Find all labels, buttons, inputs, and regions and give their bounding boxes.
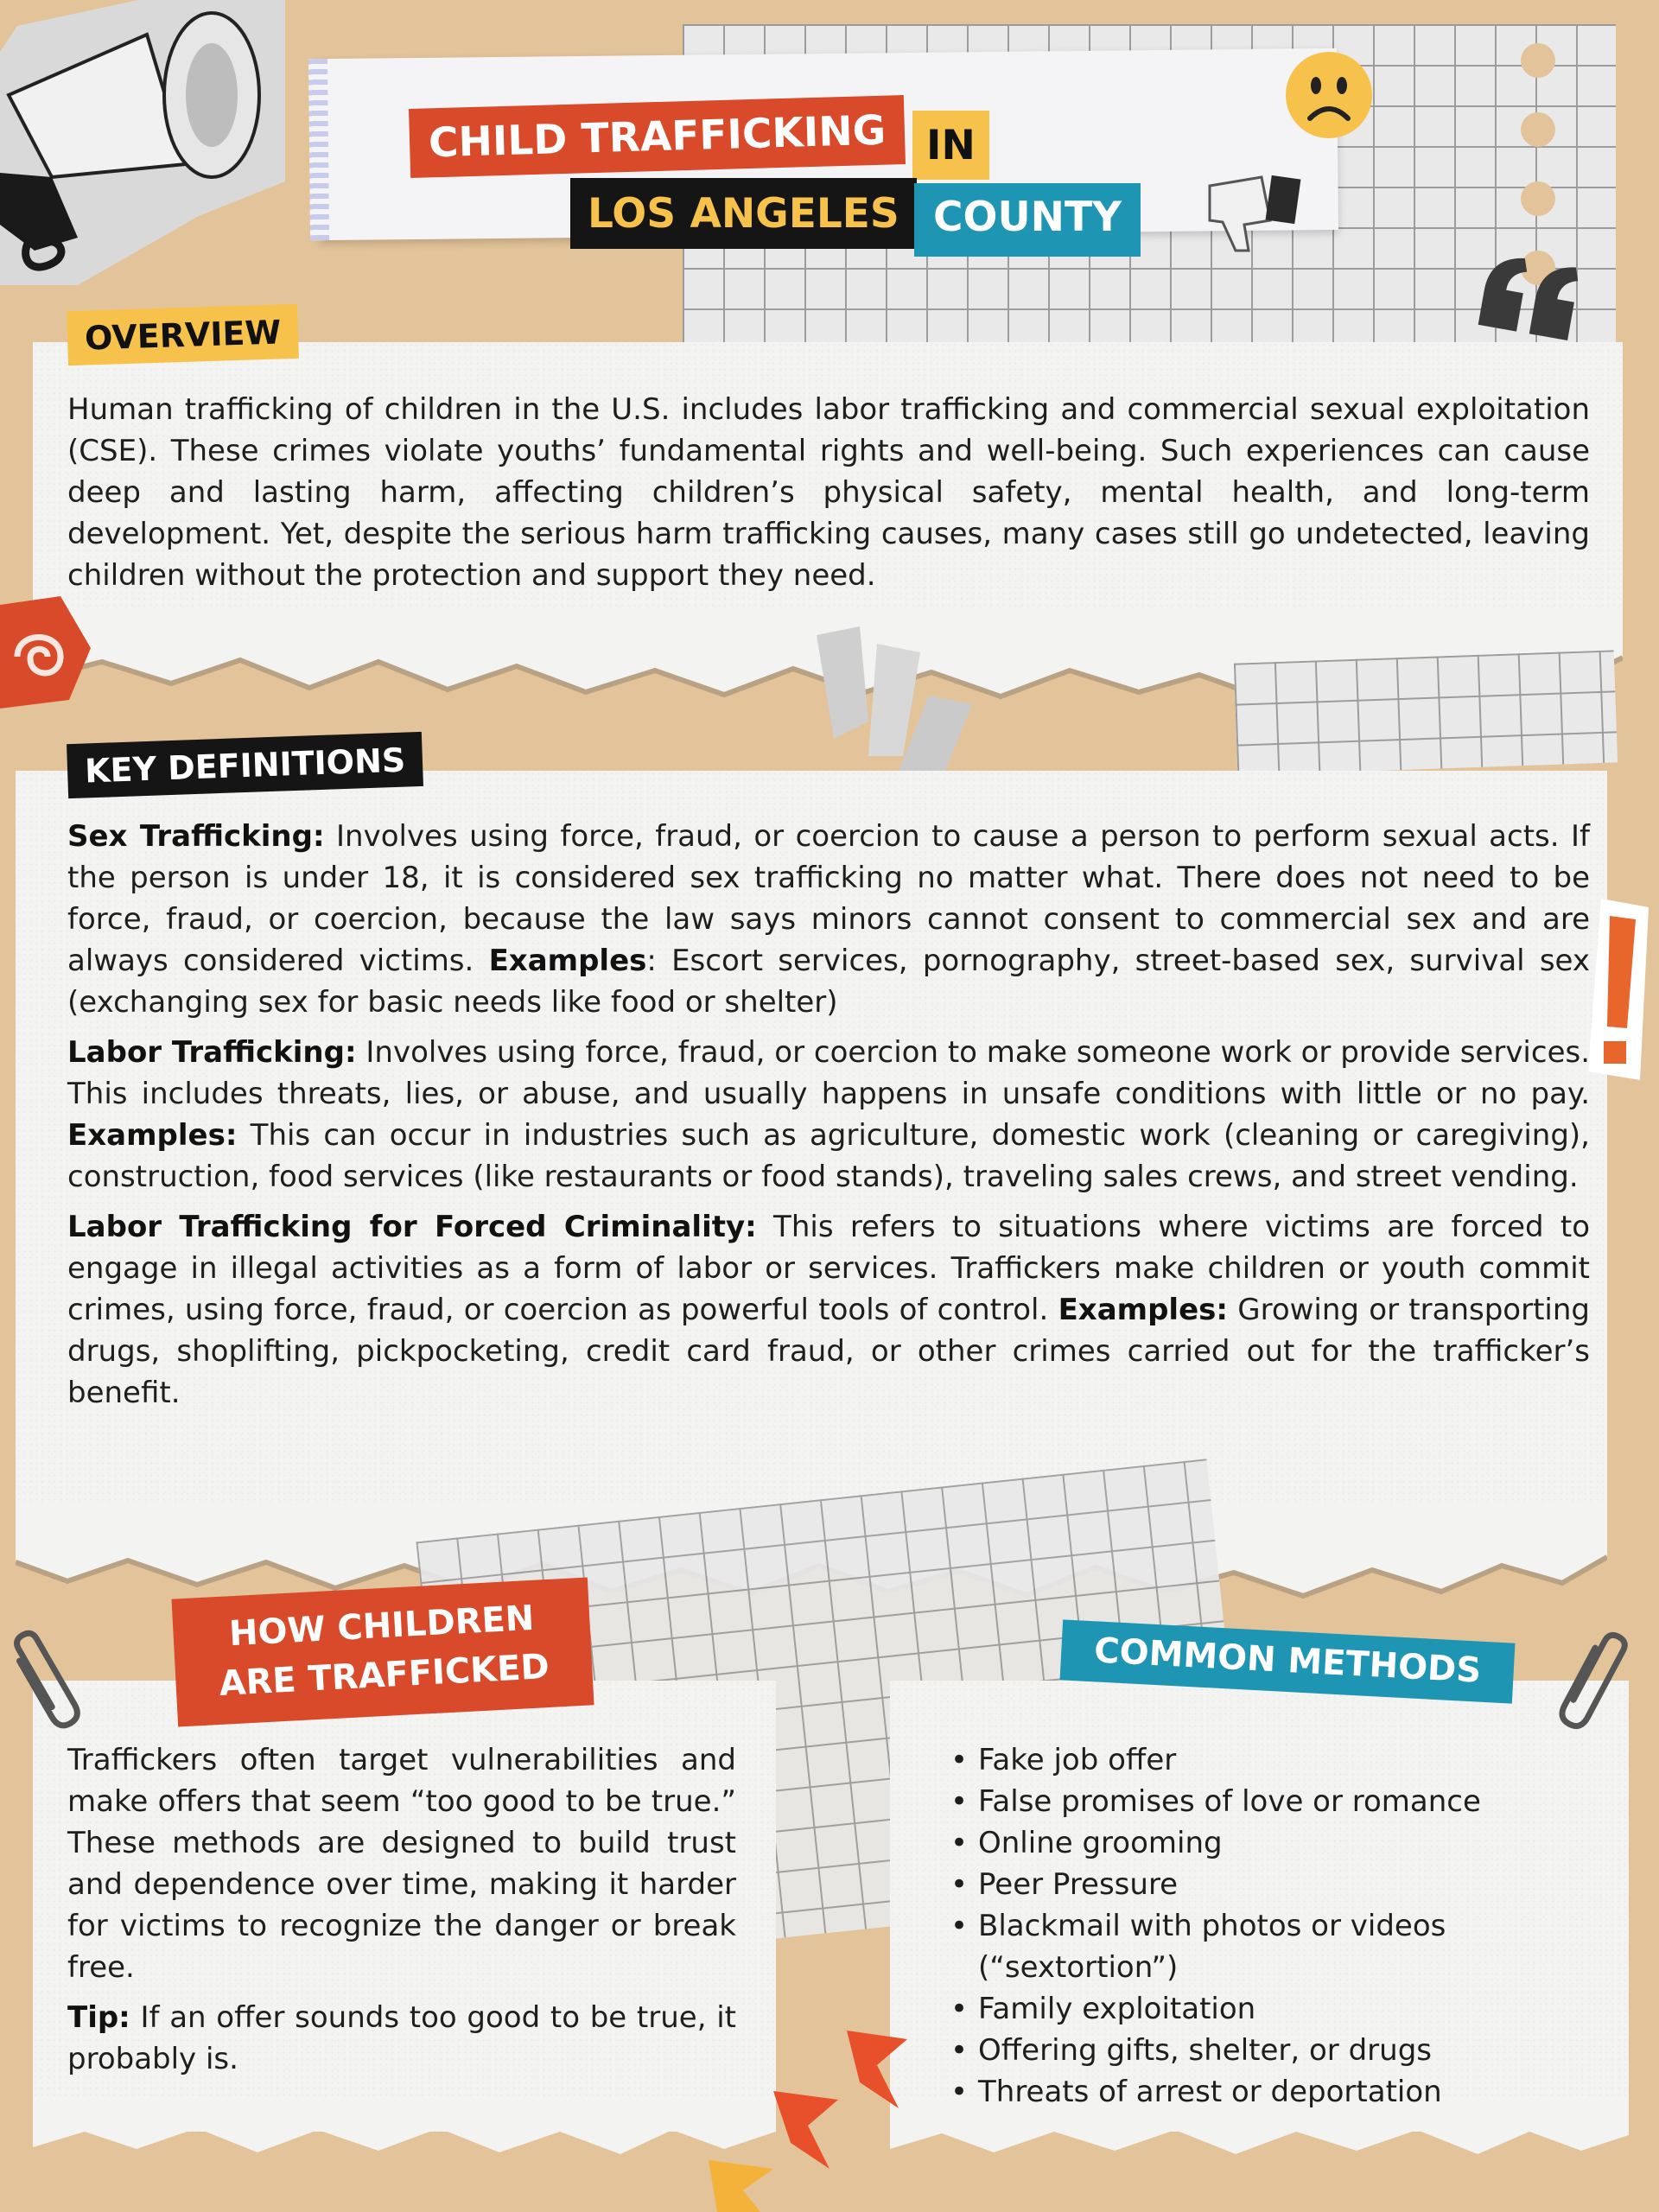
- definition-term: Labor Trafficking:: [67, 1035, 357, 1070]
- heading-line: ARE TRAFFICKED: [218, 1646, 550, 1704]
- overview-paragraph: Human trafficking of children in the U.S. includes labor trafficking and commercial sexual exploitation (CSE). These crimes violate youths’ fundamental rights and well-being. Such experiences can cause deep and lasting harm, affecting children’s physical safety, mental health, and long-term development. Yet, despite the serious harm trafficking causes, many cases still go undetected, leaving children without the protection and support they need.: [67, 392, 1590, 593]
- definition-sex-trafficking: [67, 816, 1590, 1023]
- heading-line: HOW CHILDREN: [227, 1598, 536, 1655]
- examples-text: : Escort services, pornography, street-based sex, survival sex (exchanging sex for basic needs like food or shelter): [67, 944, 1590, 1020]
- arrow-doodle-icon: [691, 2013, 916, 2212]
- quote-mark-icon: [1474, 251, 1586, 354]
- list-item: • Online grooming: [949, 1822, 1588, 1864]
- examples-label: Examples: [488, 944, 647, 978]
- how-trafficked-heading: [171, 1577, 594, 1726]
- tip: [67, 1997, 736, 2080]
- sad-face-icon: [1281, 48, 1376, 143]
- list-item: • Peer Pressure: [949, 1864, 1588, 1905]
- list-item: • False promises of love or romance: [949, 1781, 1588, 1822]
- title-in: IN: [912, 111, 989, 180]
- megaphone-icon: [0, 0, 285, 285]
- list-item: • Threats of arrest or deportation: [949, 2071, 1588, 2113]
- examples-text: This can occur in industries such as agriculture, domestic work (cleaning or caregiving), construction, food services (like restaurants or food stands), traveling sales crews, and street vending.: [67, 1118, 1590, 1194]
- how-trafficked-paragraph: Traffickers often target vulnerabilities and make offers that seem “too good to be true.” These methods are designed to build trust and dependence over time, making it harder for victims to recognize the danger or break free.: [67, 1743, 736, 1985]
- list-item: • Blackmail with photos or videos (“sextortion”): [949, 1905, 1588, 1988]
- title-county: COUNTY: [914, 183, 1141, 257]
- key-definitions-heading: KEY DEFINITIONS: [67, 732, 423, 798]
- examples-label: Examples:: [1058, 1293, 1228, 1327]
- common-methods-list: [949, 1739, 1588, 2113]
- definition-term: Sex Trafficking:: [67, 819, 325, 854]
- torn-edge: [33, 2097, 776, 2166]
- list-item: • Offering gifts, shelter, or drugs: [949, 2030, 1588, 2071]
- definition-labor-trafficking: [67, 1032, 1590, 1198]
- definition-forced-criminality: [67, 1206, 1590, 1414]
- common-methods-heading: COMMON METHODS: [1060, 1619, 1516, 1703]
- how-trafficked-body: [67, 1739, 736, 2080]
- definition-text: Involves using force, fraud, or coercion to cause a person to perform sexual acts. If the person is under 18, it is considered sex trafficking no matter what. There does not need to be force, fraud, or coercion, because the law says minors cannot consent to commercial sex and are always considered victims.: [67, 819, 1590, 978]
- key-definitions-body: [67, 816, 1590, 1414]
- tip-text: If an offer sounds too good to be true, it probably is.: [67, 2000, 736, 2076]
- thumbs-down-icon: [1201, 168, 1305, 255]
- exclamation-icon: [1588, 899, 1649, 1097]
- examples-label: Examples:: [67, 1118, 238, 1153]
- definition-text: This refers to situations where victims are forced to engage in illegal activities as a form of labor or services. Traffickers make children or youth commit crimes, using force, fraud, or coercion as powerful tools of control.: [67, 1210, 1591, 1327]
- definition-text: Involves using force, fraud, or coercion to make someone work or provide services. This includes threats, lies, or abuse, and usually happens in unsafe conditions with little or no pay.: [67, 1035, 1591, 1111]
- examples-text: Growing or transporting drugs, shoplifting, pickpocketing, credit card fraud, or other crimes carried out for the trafficker’s benefit.: [67, 1293, 1590, 1410]
- overview-body: [67, 389, 1590, 596]
- list-item: • Family exploitation: [949, 1988, 1588, 2030]
- list-item: • Fake job offer: [949, 1739, 1588, 1781]
- overview-heading: OVERVIEW: [67, 304, 299, 365]
- title-child-trafficking: CHILD TRAFFICKING: [409, 95, 906, 178]
- tip-label: Tip:: [67, 2000, 130, 2035]
- title-los-angeles: LOS ANGELES: [570, 178, 917, 249]
- grid-paper-scrap: [1234, 650, 1618, 775]
- spiral-icon: [0, 596, 95, 709]
- definition-term: Labor Trafficking for Forced Criminality:: [67, 1210, 757, 1244]
